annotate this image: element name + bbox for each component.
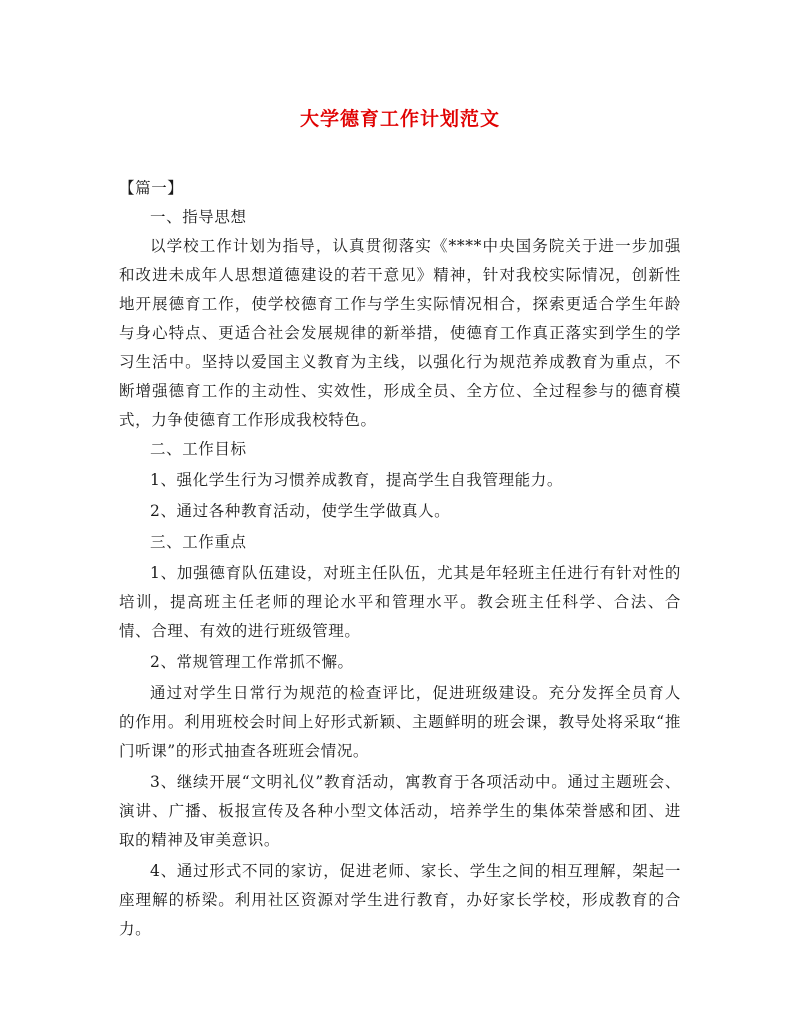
focus-item-4: 4、通过形式不同的家访，促进老师、家长、学生之间的相互理解，架起一座理解的桥梁。利用社区资源对学生进行教育，办好家长学校，形成教育的合力。	[119, 862, 681, 938]
section-heading-work-goals: 二、工作目标	[150, 440, 247, 458]
paragraph-guiding-ideology: 以学校工作计划为指导，认真贯彻落实《****中央国务院关于进一步加强和改进未成年人思想道德建设的若干意见》精神，针对我校实际情况，创新性地开展德育工作，使学校德育工作与学生实际情况相合，探索更适合学生年龄与身心特点、更适合社会发展规律的新举措，使德育工作真正落实到学生的学习生活中。坚持以爱国主义教育为主线，以强化行为规范养成教育为重点，不断增强德育工作的主动性、实效性，形成全员、全方位、全过程参与的德育模式，力争使德育工作形成我校特色。	[119, 237, 681, 429]
goal-item-1: 1、强化学生行为习惯养成教育，提高学生自我管理能力。	[150, 471, 563, 489]
focus-item-2-detail: 通过对学生日常行为规范的检查评比，促进班级建设。充分发挥全员育人的作用。利用班校会时间上好形式新颖、主题鲜明的班会课，教导处将采取“推门听课”的形式抽查各班班会情况。	[119, 684, 681, 760]
goal-item-2: 2、通过各种教育活动，使学生学做真人。	[150, 502, 451, 520]
focus-item-3: 3、继续开展“文明礼仪”教育活动，寓教育于各项活动中。通过主题班会、演讲、广播、板报宣传及各种小型文体活动，培养学生的集体荣誉感和团、进取的精神及审美意识。	[119, 773, 681, 849]
section-heading-work-focus: 三、工作重点	[150, 533, 247, 551]
focus-item-2: 2、常规管理工作常抓不懈。	[150, 653, 354, 671]
section-label: 【篇一】	[119, 179, 184, 197]
section-heading-guiding-ideology: 一、指导思想	[150, 208, 247, 226]
document-body	[119, 174, 681, 944]
document-title: 大学德育工作计划范文	[299, 108, 500, 130]
focus-item-1: 1、加强德育队伍建设，对班主任队伍，尤其是年轻班主任进行有针对性的培训，提高班主任老师的理论水平和管理水平。教会班主任科学、合法、合情、合理、有效的进行班级管理。	[119, 564, 681, 640]
